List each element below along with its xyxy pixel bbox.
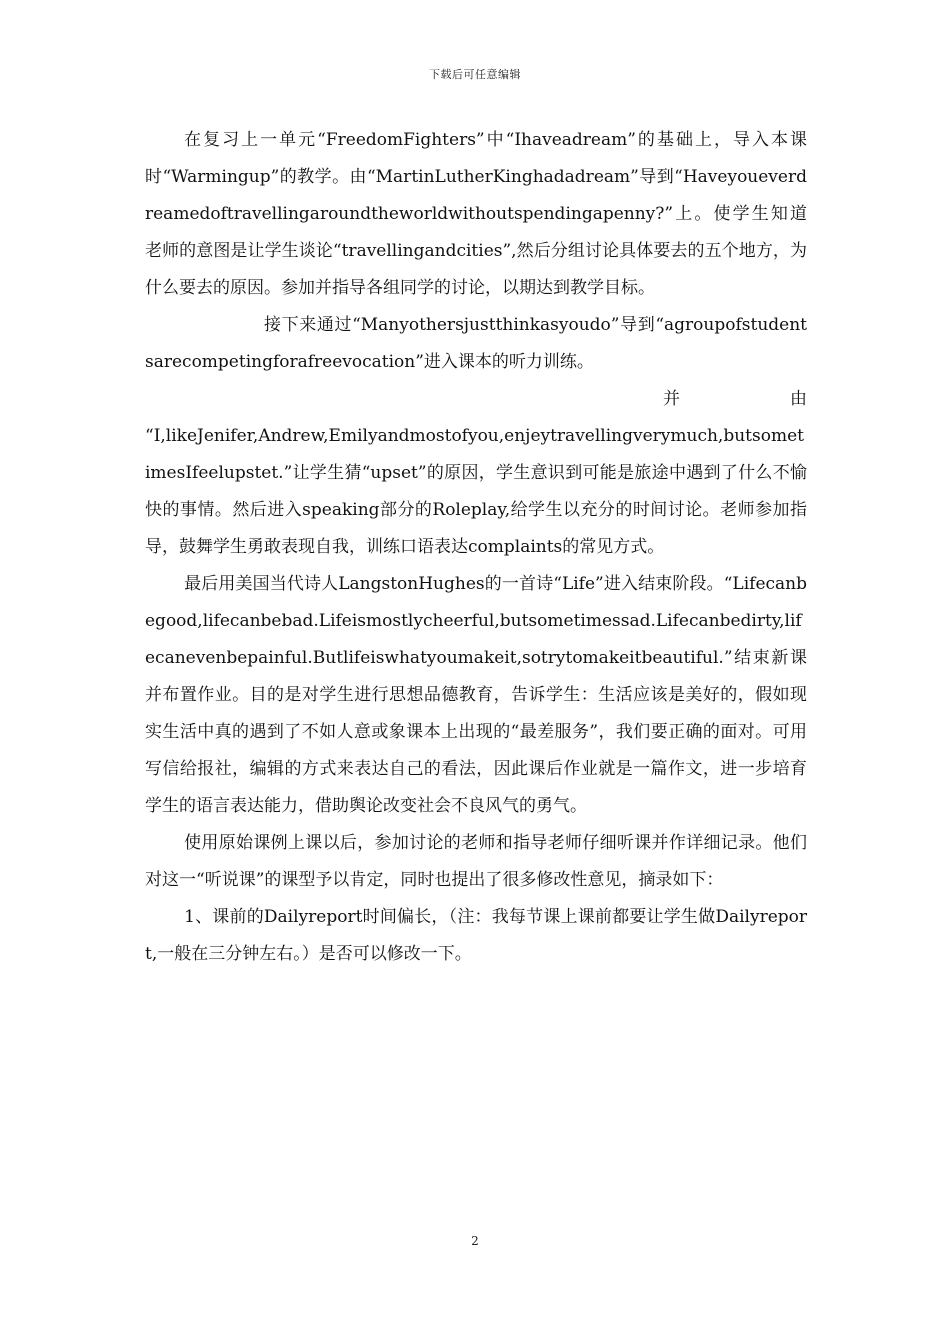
paragraph-speaking-lead <box>145 381 807 418</box>
paragraph-speaking: “I,likeJenifer,Andrew,Emilyandmostofyou,enjeytravellingverymuch,butsometimesIfeelupstet.”让学生猜“upset”的原因，学生意识到可能是旅途中遇到了什么不愉快的事情。然后进入speaking部分的Roleplay,给学生以充分的时间讨论。老师参加指导，鼓舞学生勇敢表现自我，训练口语表达complaints的常见方式。 <box>145 426 807 557</box>
document-body <box>145 122 807 973</box>
paragraph-poem: 最后用美国当代诗人LangstonHughes的一首诗“Life”进入结束阶段。“Lifecanbegood,lifecanbebad.Lifeismostlycheerful,butsometimessad.Lifecanbedirty,lifecanevenbepainful.Butlifeiswhatyoumakeit,sotrytomakeitbeautiful.”结束新课并布置作业。目的是对学生进行思想品德教育，告诉学生：生活应该是美好的，假如现实生活中真的遇到了不如人意或象课本上出现的“最差服务”，我们要正确的面对。可用写信给报社，编辑的方式来表达自己的看法，因此课后作业就是一篇作文，进一步培育学生的语言表达能力，借助舆论改变社会不良风气的勇气。 <box>145 574 807 816</box>
paragraph-warming-up: 在复习上一单元“FreedomFighters”中“Ihaveadream”的基础上，导入本课时“Warmingup”的教学。由“MartinLutherKinghadadream”导到“Haveyoueverdreamedoftravellingaroundtheworldwithoutspendingapenny?”上。使学生知道老师的意图是让学生谈论“travellingandcities”,然后分组讨论具体要去的五个地方，为什么要去的原因。参加并指导各组同学的讨论，以期达到教学目标。 <box>145 130 807 298</box>
page-header: 下载后可任意编辑 <box>429 68 521 81</box>
lead-char-b: 由 <box>790 389 807 409</box>
page-number: 2 <box>471 1234 479 1248</box>
lead-char-a: 并 <box>663 389 680 409</box>
paragraph-feedback: 使用原始课例上课以后，参加讨论的老师和指导老师仔细听课并作详细记录。他们对这一“听说课”的课型予以肯定，同时也提出了很多修改性意见，摘录如下： <box>145 833 807 890</box>
paragraph-item-1: 1、课前的Dailyreport时间偏长，（注：我每节课上课前都要让学生做Dailyreport,一般在三分钟左右。）是否可以修改一下。 <box>145 907 807 964</box>
paragraph-listening: 接下来通过“Manyothersjustthinkasyoudo”导到“agroupofstudentsarecompetingforafreevocation”进入课本的听力训练。 <box>145 315 807 372</box>
